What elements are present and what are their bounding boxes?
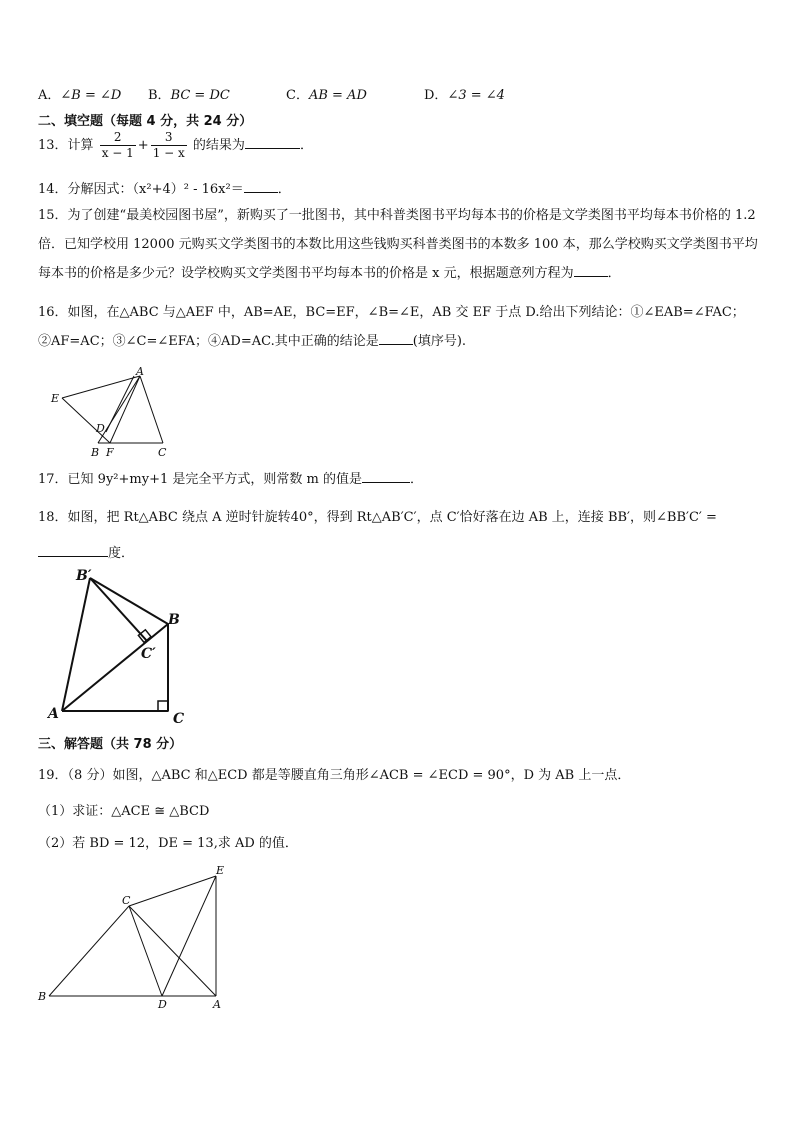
fig19-lines xyxy=(49,876,216,996)
q17-text: 17．已知 9y²+my+1 是完全平方式，则常数 m 的值是 xyxy=(38,472,362,487)
option-c-text: AB = AD xyxy=(308,88,367,103)
figure-16-triangles xyxy=(44,364,184,460)
question-15 xyxy=(38,201,763,288)
fig19-label-a: A xyxy=(213,998,221,1011)
q13-prefix: 13．计算 xyxy=(38,138,94,153)
fig19-label-c: C xyxy=(122,894,131,907)
fig18-label-a: A xyxy=(48,706,59,722)
option-d xyxy=(424,84,505,103)
q17-answer-blank[interactable] xyxy=(362,470,410,483)
q13-frac2-den: 1 − x xyxy=(152,146,185,160)
fig16-label-d: D xyxy=(96,422,105,435)
q13-plus: + xyxy=(137,138,149,153)
fig19-label-b: B xyxy=(38,990,47,1003)
question-19-part-1: （1）求证：△ACE ≅ △BCD xyxy=(38,804,210,819)
fig18-label-b: B xyxy=(168,612,180,628)
option-a-text: ∠B = ∠D xyxy=(60,88,122,103)
option-d-text: ∠3 = ∠4 xyxy=(447,88,505,103)
option-c-label: C． xyxy=(286,88,309,103)
fig16-label-c: C xyxy=(158,446,167,459)
q13-frac1-den: x − 1 xyxy=(101,146,134,160)
q13-fraction-2 xyxy=(151,130,187,161)
figure-18-rotation xyxy=(40,566,200,726)
q18-answer-blank[interactable] xyxy=(38,544,108,557)
fig18-label-b-prime: B′ xyxy=(76,568,92,584)
fig18-lines xyxy=(62,578,168,711)
q15-end: ． xyxy=(607,266,621,281)
q13-end: ． xyxy=(299,138,313,153)
q18-end: 度． xyxy=(108,546,135,561)
question-18 xyxy=(38,500,763,572)
fig19-label-e: E xyxy=(216,864,225,877)
option-c xyxy=(286,84,424,103)
fig16-label-a: A xyxy=(136,365,144,378)
q13-answer-blank[interactable] xyxy=(245,136,300,149)
fig16-lines xyxy=(62,376,163,443)
option-d-label: D． xyxy=(424,88,448,103)
q13-frac2-num: 3 xyxy=(164,130,173,144)
option-b xyxy=(148,84,286,103)
option-b-label: B． xyxy=(148,88,171,103)
fig16-label-e: E xyxy=(51,392,60,405)
q17-end: ． xyxy=(409,472,423,487)
options-row xyxy=(38,84,505,103)
q14-answer-blank[interactable] xyxy=(244,180,278,193)
q13-fraction-1 xyxy=(100,130,136,161)
fig18-label-c: C xyxy=(173,711,185,726)
figure-19-isosceles-triangles xyxy=(30,862,240,1012)
q15-answer-blank[interactable] xyxy=(574,264,608,277)
question-17 xyxy=(38,468,423,487)
question-13 xyxy=(38,130,313,161)
question-19-intro: 19．（8 分）如图，△ABC 和△ECD 都是等腰直角三角形∠ACB = ∠ECD = 90°，D 为 AB 上一点． xyxy=(38,768,631,783)
fig19-label-d: D xyxy=(158,998,167,1011)
fig16-label-b: B xyxy=(91,446,100,459)
question-16 xyxy=(38,298,763,356)
q15-text: 15．为了创建“最美校园图书屋”，新购买了一批图书，其中科普类图书平均每本书的价格是文学类图书平均每本书价格的 1.2 倍．已知学校用 12000 元购买文学类图书的本数比用这些钱购买科普类图书的本数多 100 本，那么学校购买文学类图书平均每本书的价格是多少元？设学校购买文学类图书平均每本书的价格是 x 元，根据题意列方程为 xyxy=(38,208,758,281)
q16-text: 16．如图，在△ABC 与△AEF 中，AB=AE，BC=EF，∠B=∠E，AB 交 EF 于点 D.给出下列结论：①∠EAB=∠FAC；②AF=AC；③∠C=∠EFA；④AD=AC.其中正确的结论是 xyxy=(38,305,745,349)
option-a xyxy=(38,84,148,103)
option-a-label: A． xyxy=(38,88,61,103)
option-b-text: BC = DC xyxy=(170,88,230,103)
q14-end: ． xyxy=(277,182,291,197)
fig18-right-angle-c xyxy=(158,701,168,711)
section-title-fill-in: 二、填空题（每题 4 分，共 24 分） xyxy=(38,114,253,129)
q13-frac1-num: 2 xyxy=(113,130,122,144)
section-title-solutions: 三、解答题（共 78 分） xyxy=(38,737,183,752)
q16-end: (填序号). xyxy=(412,334,467,349)
q18-text: 18．如图，把 Rt△ABC 绕点 A 逆时针旋转40°，得到 Rt△AB′C′，点 C′恰好落在边 AB 上，连接 BB′，则∠BB′C′ = xyxy=(38,510,717,525)
fig18-label-c-prime: C′ xyxy=(141,646,156,662)
question-19-part-2: （2）若 BD = 12，DE = 13,求 AD 的值． xyxy=(38,836,298,851)
q16-answer-blank[interactable] xyxy=(379,332,413,345)
question-14 xyxy=(38,178,291,197)
q13-suffix: 的结果为 xyxy=(192,138,245,153)
fig16-label-f: F xyxy=(106,446,114,459)
q14-text: 14．分解因式：（x²+4）² - 16x²＝ xyxy=(38,182,244,197)
